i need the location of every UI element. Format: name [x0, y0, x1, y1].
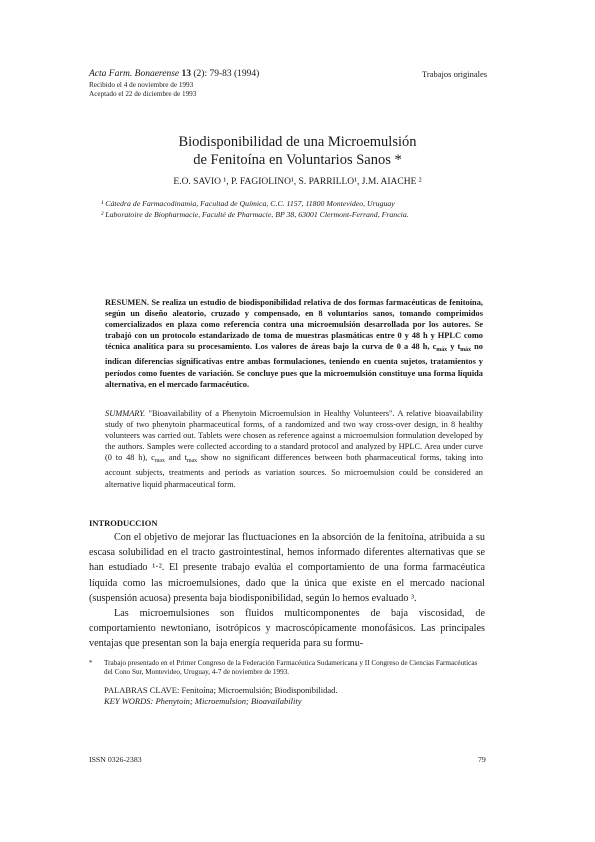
keywords-spanish: PALABRAS CLAVE: Fenitoína; Microemulsión; Biodisponibilidad. — [104, 685, 338, 695]
summary-sub-max-2: max — [186, 458, 198, 465]
issn: ISSN 0326-2383 — [89, 755, 142, 764]
received-date: Recibido el 4 de noviembre de 1993 — [89, 81, 194, 89]
article-title — [0, 133, 595, 169]
title-line-2: de Fenitoína en Voluntarios Sanos * — [193, 152, 402, 168]
intro-paragraph-1: Con el objetivo de mejorar las fluctuaciones en la absorción de la fenitoína, atribuida a su escasa solubilidad en el tracto gastrointestinal, hemos informado diferentes alternativas que se han estudiado ¹·². El presente trabajo evalúa el comportamiento de una forma farmacéutica líquida como las microemulsiones, dado que la única que existe en el mercado nacional (suspensión acuosa) presenta baja biodisponibilidad, según lo hemos evaluado ³. — [89, 532, 485, 604]
title-line-1: Biodisponibilidad de una Microemulsión — [178, 134, 417, 150]
summary-label: SUMMARY. — [105, 409, 146, 418]
footnote-text: Trabajo presentado en el Primer Congreso de la Federación Farmacéutica Sudamericana y II Congreso de Ciencias Farmacéuticas del Cono Sur, Montevideo, Uruguay, 4-7 de noviembre de 1993. — [104, 659, 478, 677]
keywords-english: KEY WORDS: Phenytoin; Microemulsion; Bioavailability — [104, 695, 302, 706]
page-number: 79 — [478, 755, 486, 764]
section-heading: INTRODUCCION — [89, 518, 158, 528]
resumen-text-b: y t — [447, 342, 461, 352]
resumen-sub-max: máx — [436, 347, 448, 354]
authors: E.O. SAVIO ¹, P. FAGIOLINO¹, S. PARRILLO¹, J.M. AIACHE ² — [173, 177, 422, 187]
section-type: Trabajos originales — [422, 69, 488, 79]
intro-paragraph-2: Las microemulsiones son fluidos multicomponentes de baja viscosidad, de comportamiento newtoniano, isotrópicos y macroscópicamente monofásicos. Las principales ventajas que presentan son la baja energía requerida para su formu- — [89, 608, 485, 650]
journal-volume: 13 — [181, 69, 192, 79]
summary-text-c: show no significant differences between both pharmaceutical forms, taking into account subjects, treatments and periods as variation sources. So microemulsion could be considered an alternative liquid pharmaceutical form. — [105, 453, 483, 489]
resumen-label: RESUMEN. — [105, 298, 149, 307]
affiliation-1: ¹ Cátedra de Farmacodinamia, Facultad de Química, C.C. 1157, 11800 Montevideo, Uruguay — [101, 199, 395, 208]
resumen-text-a: Se realiza un estudio de biodisponibilidad relativa de dos formas farmacéuticas de fenitoína, según un diseño aleatorio, cruzado y compensado, en 8 voluntarios sanos, tomando comprimidos comercializados en plaza como referencia contra una microemulsión desarrollada por los autores. Se trabajó con un protocolo estandarizado de toma de muestras plasmáticas entre 0 y 48 h y HPLC como técnica analítica para su procesamiento. Los valores de áreas bajo la curva de 0 a 48 h, c — [105, 298, 483, 352]
abstract-english — [105, 408, 483, 490]
submission-dates — [89, 81, 196, 99]
summary-sub-max: max — [154, 458, 165, 465]
journal-name: Acta Farm. Bonaerense — [89, 69, 180, 79]
footnote-mark: * — [89, 659, 93, 667]
accepted-date: Aceptado el 22 de diciembre de 1993 — [89, 90, 197, 98]
keywords — [104, 685, 338, 706]
abstract-spanish — [105, 297, 483, 390]
summary-text-a: "Bioavailability of a Phenytoin Microemulsion in Healthy Volunteers". A relative bioavailability study of two phenytoin pharmaceutical forms, of a randomized and two way cross-over design, in 8 healthy volunteers was carried out. Tablets were chosen as reference against a microemulsion formulation developed by the authors. Samples were collected according to a standard protocol and analyzed by HPLC. Area under curve (0 to 48 h), c — [105, 409, 483, 463]
summary-text-b: and t — [164, 453, 187, 463]
resumen-sub-max-2: máx — [460, 347, 472, 354]
affiliation-2: ² Laboratoire de Biopharmacie, Faculté de Pharmacie, BP 38, 63001 Clermont-Ferrand, Francia. — [101, 209, 409, 219]
journal-issue-pages: (2): 79-83 (1994) — [193, 69, 260, 79]
resumen-text-c: no indican diferencias significativas entre ambas formulaciones, teniendo en cuenta sujetos, tratamientos y períodos como fuentes de variación. Se concluye pues que la microemulsión constituye una forma líquida alternativa, en el mercado farmacéutico. — [105, 342, 483, 389]
footnote — [89, 659, 485, 678]
affiliations — [101, 199, 521, 220]
journal-citation — [89, 69, 259, 79]
